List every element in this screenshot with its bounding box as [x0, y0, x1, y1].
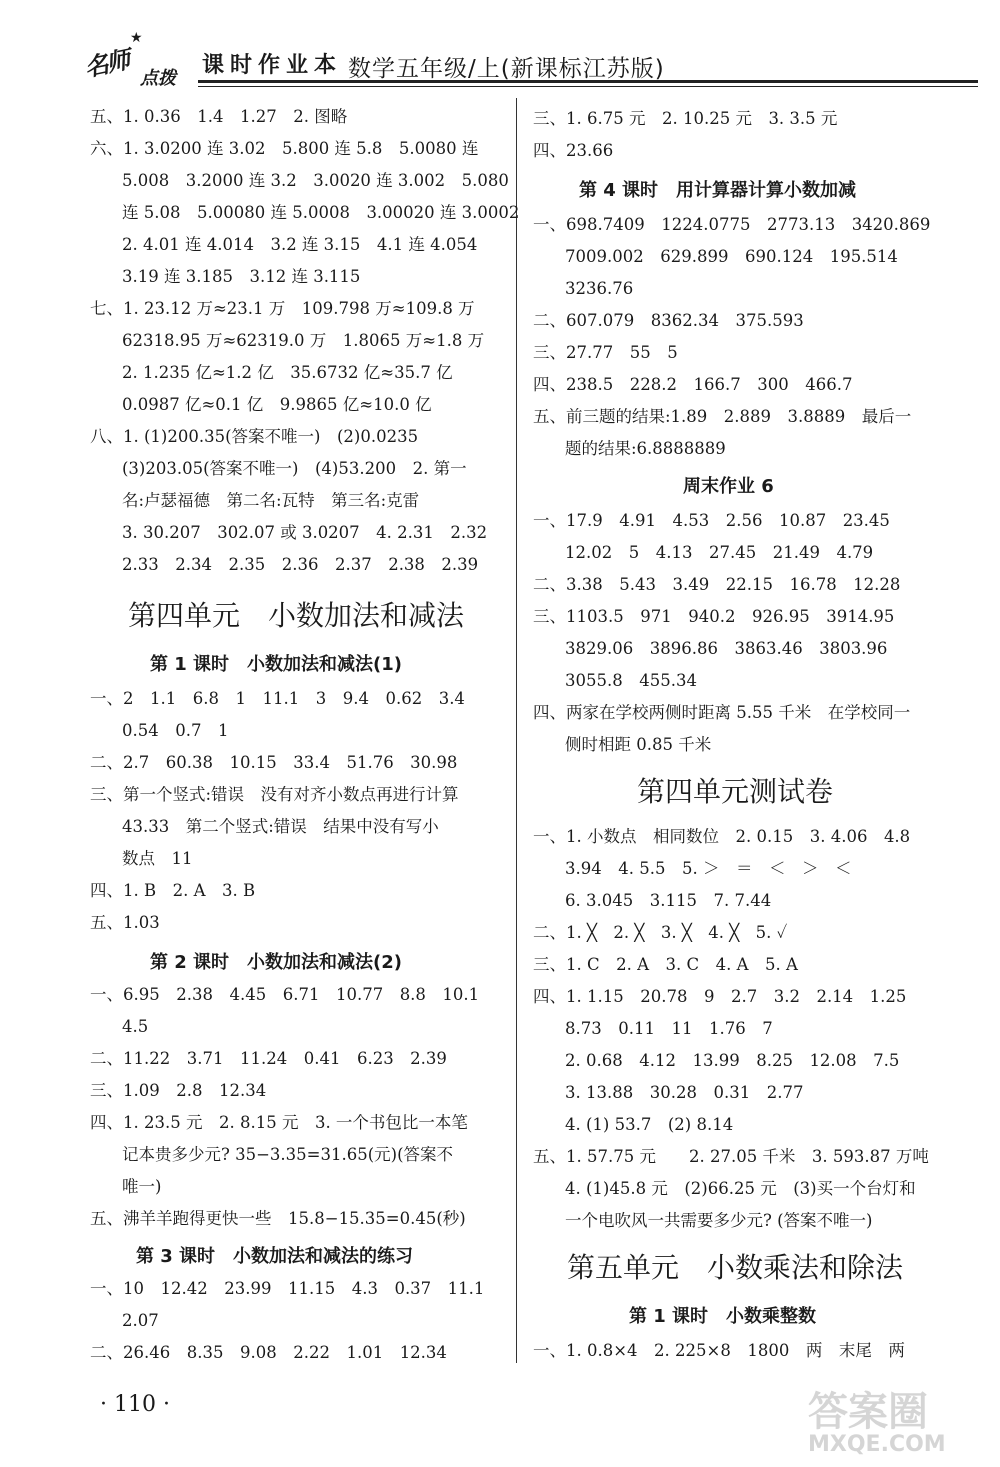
answer-line: 一、698.7409 1224.0775 2773.13 3420.869: [533, 215, 931, 234]
answer-line: 4.5: [122, 1017, 149, 1036]
answer-line: 3236.76: [565, 279, 634, 298]
answer-line: 三、1103.5 971 940.2 926.95 3914.95: [533, 607, 895, 626]
answer-line: 3.94 4. 5.5 5. ＞ ＝ ＜ ＞ ＜: [565, 859, 852, 878]
answer-line: 3829.06 3896.86 3863.46 3803.96: [565, 639, 888, 658]
answer-line: 43.33 第二个竖式:错误 结果中没有写小: [122, 817, 439, 836]
answer-line: 四、238.5 228.2 166.7 300 466.7: [533, 375, 853, 394]
answer-line: 记本贵多少元? 35−3.35=31.65(元)(答案不: [122, 1145, 454, 1164]
answer-line: 五、1.03: [90, 913, 160, 932]
answer-line: 五、1. 0.36 1.4 1.27 2. 图略: [90, 107, 348, 126]
unit-heading: 第五单元 小数乘法和除法: [567, 1251, 904, 1284]
answer-line: 8.73 0.11 11 1.76 7: [565, 1019, 773, 1038]
answer-line: 五、沸羊羊跑得更快一些 15.8−15.35=0.45(秒): [90, 1209, 466, 1228]
answer-line: 2.07: [122, 1311, 159, 1330]
answer-line: 5.008 3.2000 连 3.2 3.0020 连 3.002 5.080: [122, 171, 509, 190]
answer-line: 3. 30.207 302.07 或 3.0207 4. 2.31 2.32: [122, 523, 488, 542]
answer-line: 二、1. ╳ 2. ╳ 3. ╳ 4. ╳ 5. ✓: [533, 923, 788, 942]
answer-line: 2. 4.01 连 4.014 3.2 连 3.15 4.1 连 4.054: [122, 235, 478, 254]
star-icon: ★: [130, 30, 143, 46]
answer-line: 四、1. 1.15 20.78 9 2.7 3.2 2.14 1.25: [533, 987, 907, 1006]
answer-line: 0.0987 亿≈0.1 亿 9.9865 亿≈10.0 亿: [122, 395, 432, 414]
answer-line: 12.02 5 4.13 27.45 21.49 4.79: [565, 543, 874, 562]
answer-line: 四、23.66: [533, 141, 614, 160]
answer-line: 一、1. 小数点 相同数位 2. 0.15 3. 4.06 4.8: [533, 827, 911, 846]
page-header: [80, 30, 985, 92]
answer-line: 四、两家在学校两侧时距离 5.55 千米 在学校同一: [533, 703, 911, 722]
lesson-heading: 第 2 课时 小数加法和减法(2): [150, 952, 403, 973]
answer-line: 3055.8 455.34: [565, 671, 697, 690]
answer-line: 2. 1.235 亿≈1.2 亿 35.6732 亿≈35.7 亿: [122, 363, 453, 382]
answer-line: 一个电吹风一共需要多少元? (答案不唯一): [565, 1211, 873, 1230]
watermark: [808, 1380, 988, 1464]
answer-line: 0.54 0.7 1: [122, 721, 229, 740]
header-rule: [198, 80, 978, 83]
answer-line: 二、3.38 5.43 3.49 22.15 16.78 12.28: [533, 575, 901, 594]
answer-line: 3. 13.88 30.28 0.31 2.77: [565, 1083, 804, 1102]
answer-line: 一、10 12.42 23.99 11.15 4.3 0.37 11.1: [90, 1279, 485, 1298]
answer-line: 题的结果:6.8888889: [565, 439, 726, 458]
answer-line: 五、前三题的结果:1.89 2.889 3.8889 最后一: [533, 407, 912, 426]
answer-line: 三、第一个竖式:错误 没有对齐小数点再进行计算: [90, 785, 459, 804]
answer-line: 二、11.22 3.71 11.24 0.41 6.23 2.39: [90, 1049, 447, 1068]
watermark-url: MXQE.COM: [808, 1432, 946, 1457]
answer-line: 一、6.95 2.38 4.45 6.71 10.77 8.8 10.1: [90, 985, 480, 1004]
answer-line: 四、1. B 2. A 3. B: [90, 881, 256, 900]
lesson-heading: 第 1 课时 小数加法和减法(1): [150, 654, 403, 675]
answer-line: 3.19 连 3.185 3.12 连 3.115: [122, 267, 361, 286]
answer-line: 6. 3.045 3.115 7. 7.44: [565, 891, 772, 910]
answer-line: 名:卢瑟福德 第二名:瓦特 第三名:克雷: [122, 491, 420, 510]
lesson-heading: 第 3 课时 小数加法和减法的练习: [136, 1246, 414, 1267]
page-number: · 110 ·: [100, 1392, 170, 1417]
answer-line: 一、17.9 4.91 4.53 2.56 10.87 23.45: [533, 511, 890, 530]
watermark-title: 答案圈: [808, 1389, 928, 1435]
answer-line: 二、2.7 60.38 10.15 33.4 51.76 30.98: [90, 753, 458, 772]
header-rule-thin: [198, 86, 978, 87]
unit-heading: 第四单元 小数加法和减法: [128, 599, 465, 632]
lesson-heading: 第 1 课时 小数乘整数: [629, 1306, 817, 1327]
answer-line: 2. 0.68 4.12 13.99 8.25 12.08 7.5: [565, 1051, 900, 1070]
logo-line2: 点拨: [140, 68, 176, 89]
lesson-heading: 第 4 课时 用计算器计算小数加减: [579, 180, 857, 201]
book-subject: 数学五年级/上(新课标江苏版): [348, 56, 665, 82]
answer-line: 数点 11: [122, 849, 193, 868]
answer-line: 四、1. 23.5 元 2. 8.15 元 3. 一个书包比一本笔: [90, 1113, 468, 1132]
answer-line: 连 5.08 5.00080 连 5.0008 3.00020 连 3.0002: [122, 203, 520, 222]
logo-line1: 名师: [81, 44, 131, 83]
answer-line: 4. (1) 53.7 (2) 8.14: [565, 1115, 734, 1134]
answer-line: 三、27.77 55 5: [533, 343, 678, 362]
test-heading: 第四单元测试卷: [637, 775, 834, 808]
answer-line: 4. (1)45.8 元 (2)66.25 元 (3)买一个台灯和: [565, 1179, 916, 1198]
answer-line: 二、26.46 8.35 9.08 2.22 1.01 12.34: [90, 1343, 447, 1362]
answer-line: 七、1. 23.12 万≈23.1 万 109.798 万≈109.8 万: [90, 299, 475, 318]
answer-line: 三、1.09 2.8 12.34: [90, 1081, 267, 1100]
answer-line: 三、1. 6.75 元 2. 10.25 元 3. 3.5 元: [533, 109, 838, 128]
answer-line: 唯一): [122, 1177, 162, 1196]
answer-line: 五、1. 57.75 元 2. 27.05 千米 3. 593.87 万吨: [533, 1147, 929, 1166]
answer-line: 六、1. 3.0200 连 3.02 5.800 连 5.8 5.0080 连: [90, 139, 479, 158]
column-divider: [516, 98, 517, 1363]
answer-line: 八、1. (1)200.35(答案不唯一) (2)0.0235: [90, 427, 419, 446]
answer-line: 7009.002 629.899 690.124 195.514: [565, 247, 898, 266]
weekend-heading: 周末作业 6: [683, 476, 774, 497]
answer-line: 侧时相距 0.85 千米: [565, 735, 712, 754]
answer-line: 2.33 2.34 2.35 2.36 2.37 2.38 2.39: [122, 555, 479, 574]
series-title: 课时作业本: [202, 53, 343, 78]
answer-line: 62318.95 万≈62319.0 万 1.8065 万≈1.8 万: [122, 331, 485, 350]
answer-line: 三、1. C 2. A 3. C 4. A 5. A: [533, 955, 798, 974]
answer-line: 二、607.079 8362.34 375.593: [533, 311, 804, 330]
answer-line: (3)203.05(答案不唯一) (4)53.200 2. 第一: [122, 459, 467, 478]
logo: [80, 30, 200, 90]
answer-line: 一、2 1.1 6.8 1 11.1 3 9.4 0.62 3.4: [90, 689, 465, 708]
answer-line: 一、1. 0.8×4 2. 225×8 1800 两 末尾 两: [533, 1341, 905, 1360]
